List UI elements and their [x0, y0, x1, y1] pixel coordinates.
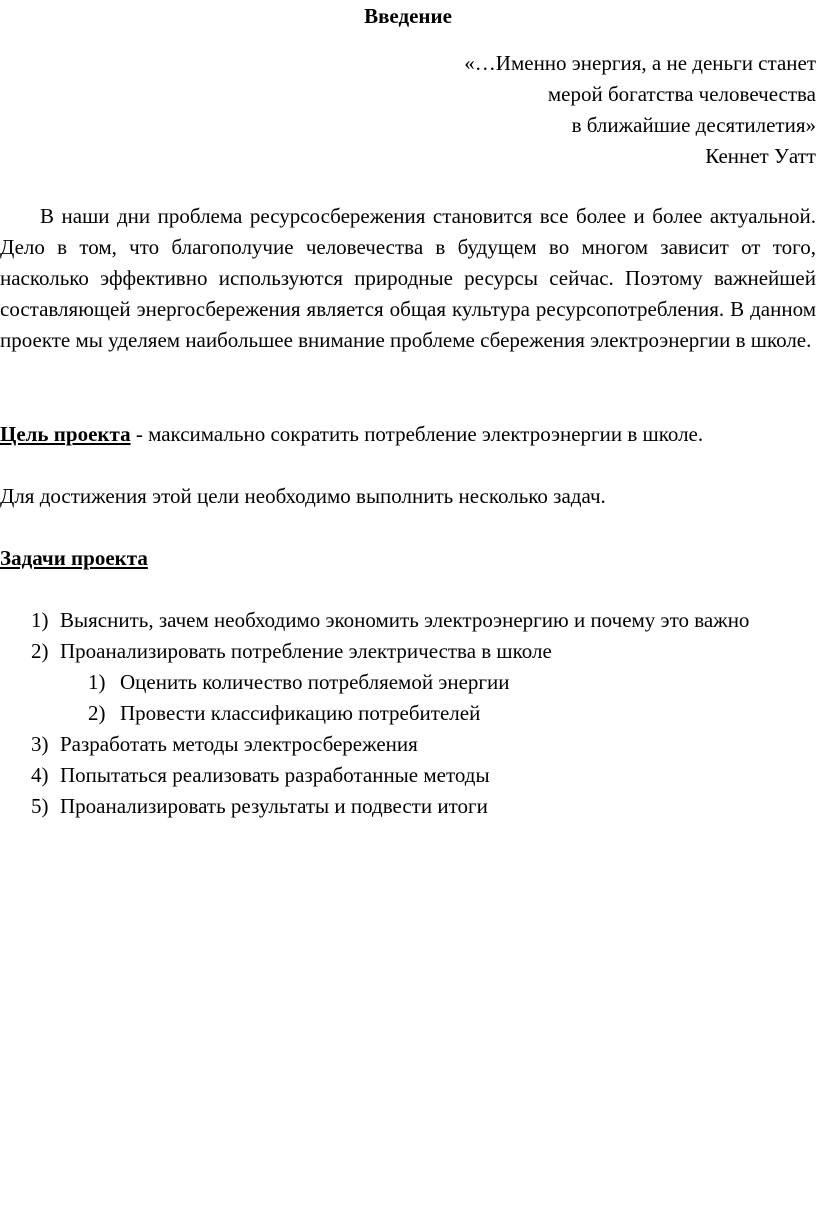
- list-item-text: Разработать методы электросбережения: [60, 732, 418, 756]
- list-item-number: 4): [31, 763, 49, 787]
- means-paragraph: Для достижения этой цели необходимо выполнить несколько задач.: [0, 484, 606, 508]
- sub-list-item: [0, 698, 816, 729]
- list-item-text: Проанализировать потребление электричества в школе: [60, 639, 552, 663]
- epigraph-line: мерой богатства человечества: [547, 82, 816, 106]
- list-item: [0, 605, 816, 636]
- list-item-text: Выяснить, зачем необходимо экономить электроэнергию и почему это важно: [60, 608, 750, 632]
- page-title: Введение: [364, 4, 452, 28]
- list-item-number: 2): [31, 639, 49, 663]
- tasks-heading: Задачи проекта: [0, 546, 148, 570]
- intro-paragraph: В наши дни проблема ресурсосбережения становится все более и более актуальной. Дело в том, что благополучие человечества в будущем во многом зависит от того, насколько эффективно используются природные ресурсы сейчас. Поэтому важнейшей составляющей энергосбережения является общая культура ресурсопотребления. В данном проекте мы уделяем наибольшее внимание проблеме сбережения электроэнергии в школе.: [0, 204, 816, 352]
- goal-paragraph: [0, 419, 816, 450]
- list-item-text: Попытаться реализовать разработанные методы: [60, 763, 490, 787]
- list-item: [0, 636, 816, 667]
- list-item-number: 2): [88, 701, 106, 725]
- list-item-number: 1): [31, 608, 49, 632]
- list-item: [0, 760, 816, 791]
- goal-text: - максимально сократить потребление электроэнергии в школе.: [130, 422, 704, 446]
- list-item: [0, 791, 816, 822]
- epigraph-line: «…Именно энергия, а не деньги станет: [464, 51, 816, 75]
- sub-list-item: [0, 667, 816, 698]
- list-item: [0, 729, 816, 760]
- list-item-text: Оценить количество потребляемой энергии: [120, 670, 510, 694]
- epigraph-line: в ближайшие десятилетия»: [571, 113, 816, 137]
- epigraph-author: Кеннет Уатт: [705, 144, 816, 168]
- list-item-number: 1): [88, 670, 106, 694]
- list-item-text: Проанализировать результаты и подвести итоги: [60, 794, 488, 818]
- list-item-text: Провести классификацию потребителей: [120, 701, 481, 725]
- list-item-number: 3): [31, 732, 49, 756]
- tasks-list: [0, 605, 816, 822]
- epigraph: [216, 48, 816, 172]
- goal-label: Цель проекта: [0, 422, 131, 446]
- list-item-number: 5): [31, 794, 49, 818]
